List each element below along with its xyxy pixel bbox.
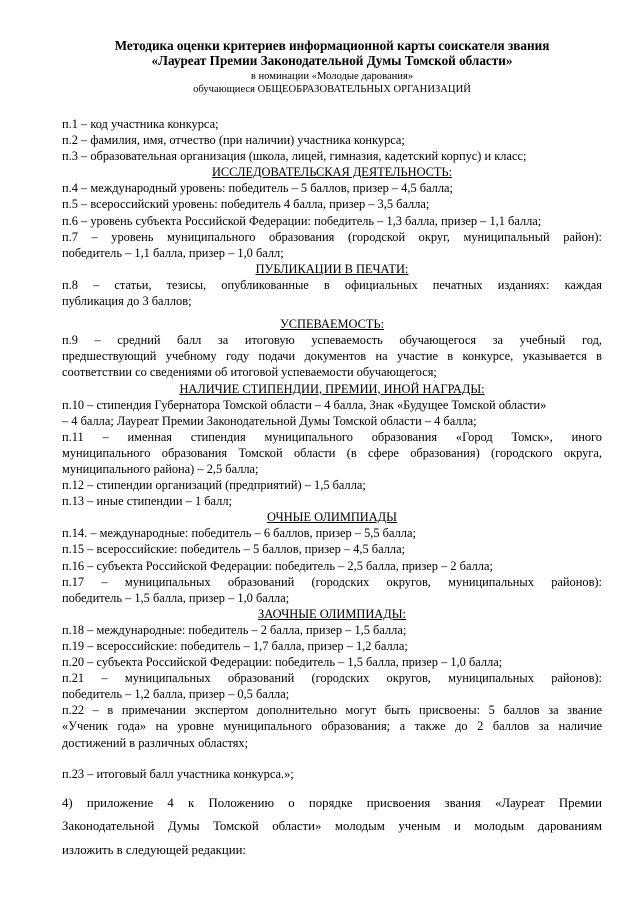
spacer <box>62 751 602 766</box>
item-p7-line-2: победитель – 1,1 балла, призер – 1,0 балл; <box>62 245 284 260</box>
section-heading-olympiads: ОЧНЫЕ ОЛИМПИАДЫ <box>267 510 397 525</box>
item-p21-line-1: п.21 – муниципальных образований (городских округов, муниципальных районов): <box>62 671 602 686</box>
item-p11-line-1: п.11 – именная стипендия муниципального образования «Город Томск», иного <box>62 429 602 444</box>
item-p11-line-3: муниципального района) – 2,5 балла; <box>62 461 259 476</box>
item-p7-line-1: п.7 – уровень муниципального образования (городской округ, муниципальный район): <box>62 229 602 244</box>
closing-line-2: Законодательной Думы Томской области» молодым ученым и молодым дарованиям <box>62 819 602 834</box>
item-p9-line-2: предшествующий учебному году подачи документов на участие в конкурсе, указывается в <box>62 349 602 364</box>
item-p4: п.4 – международный уровень: победитель – 5 баллов, призер – 4,5 балла; <box>62 181 453 196</box>
item-p12: п.12 – стипендии организаций (предприятий) – 1,5 балла; <box>62 478 366 493</box>
section-heading-remote-olympiads: ЗАОЧНЫЕ ОЛИМПИАДЫ: <box>258 606 406 621</box>
item-p10-line-2: – 4 балла; Лауреат Премии Законодательной Думы Томской области – 4 балла; <box>62 413 477 428</box>
item-p9-line-3: соответствии со сведениями об итоговой успеваемости обучающегося; <box>62 365 437 380</box>
nomination-subtitle: в номинации «Молодые дарования» <box>250 71 414 82</box>
item-p19: п.19 – всероссийские: победитель – 1,7 балла, призер – 1,2 балла; <box>62 639 408 653</box>
criteria-list <box>62 116 602 782</box>
item-p11-line-2: муниципального образования Томской области (в сфере образования) (городского округа, <box>62 445 602 460</box>
item-p6: п.6 – уровень субъекта Российской Федерации: победитель – 1,3 балла, призер – 1,1 балла; <box>62 213 542 228</box>
item-p23: п.23 – итоговый балл участника конкурса.»; <box>62 766 294 781</box>
item-p18: п.18 – международные: победитель – 2 балла, призер – 1,5 балла; <box>62 622 407 637</box>
closing-line-3: изложить в следующей редакции: <box>62 842 246 857</box>
document-title-line-1: Методика оценки критериев информационной карты соискателя звания <box>114 38 550 53</box>
category-subtitle: обучающиеся ОБЩЕОБРАЗОВАТЕЛЬНЫХ ОРГАНИЗАЦИЙ <box>193 84 471 95</box>
document-title-line-2: «Лауреат Премии Законодательной Думы Томской области» <box>151 53 513 68</box>
section-heading-awards: НАЛИЧИЕ СТИПЕНДИИ, ПРЕМИИ, ИНОЙ НАГРАДЫ: <box>179 381 485 396</box>
section-heading-progress: УСПЕВАЕМОСТЬ: <box>279 317 385 332</box>
item-p17-line-1: п.17 – муниципальных образований (городских округов, муниципальных районов): <box>62 574 602 589</box>
item-p20: п.20 – субъекта Российской Федерации: победитель – 1,5 балла, призер – 1,0 балла; <box>62 655 503 670</box>
item-p14: п.14. – международные: победитель – 6 баллов, призер – 5,5 балла; <box>62 526 416 541</box>
item-p21-line-2: победитель – 1,2 балла, призер – 0,5 балла; <box>62 687 290 702</box>
section-heading-publications: ПУБЛИКАЦИИ В ПЕЧАТИ: <box>255 261 409 276</box>
item-p9-line-1: п.9 – средний балл за итоговую успеваемость обучающегося за учебный год, <box>62 333 602 348</box>
item-p13: п.13 – иные стипендии – 1 балл; <box>62 494 232 509</box>
closing-line-1: 4) приложение 4 к Положению о порядке присвоения звания «Лауреат Премии <box>62 795 602 810</box>
item-p5: п.5 – всероссийский уровень: победитель 4 балла, призер – 3,5 балла; <box>62 197 430 212</box>
item-p8-line-2: публикация до 3 баллов; <box>62 294 192 309</box>
document-page <box>62 38 602 862</box>
item-p22-line-3: достижений в различных областях; <box>62 735 249 750</box>
item-p3: п.3 – образовательная организация (школа, лицей, гимназия, кадетский корпус) и класс; <box>62 149 527 164</box>
item-p22-line-2: «Ученик года» на уровне муниципального образования; а также до 2 баллов за наличие <box>62 719 602 734</box>
item-p16: п.16 – субъекта Российской Федерации: победитель – 2,5 балла, призер – 2 балла; <box>62 558 493 573</box>
item-p15: п.15 – всероссийские: победитель – 5 баллов, призер – 4,5 балла; <box>62 542 406 557</box>
item-p10-line-1: п.10 – стипендия Губернатора Томской области – 4 балла, Знак «Будущее Томской области» <box>62 397 547 412</box>
section-heading-research: ИССЛЕДОВАТЕЛЬСКАЯ ДЕЯТЕЛЬНОСТЬ: <box>211 165 453 180</box>
item-p1: п.1 – код участника конкурса; <box>62 117 219 131</box>
closing-paragraph <box>62 792 602 863</box>
item-p17-line-2: победитель – 1,5 балла, призер – 1,0 балла; <box>62 590 290 605</box>
item-p22-line-1: п.22 – в примечании экспертом дополнительно могут быть присвоены: 5 баллов за звание <box>62 703 602 718</box>
item-p2: п.2 – фамилия, имя, отчество (при наличии) участника конкурса; <box>62 133 405 148</box>
item-p8-line-1: п.8 – статьи, тезисы, опубликованные в официальных печатных изданиях: каждая <box>62 277 602 292</box>
